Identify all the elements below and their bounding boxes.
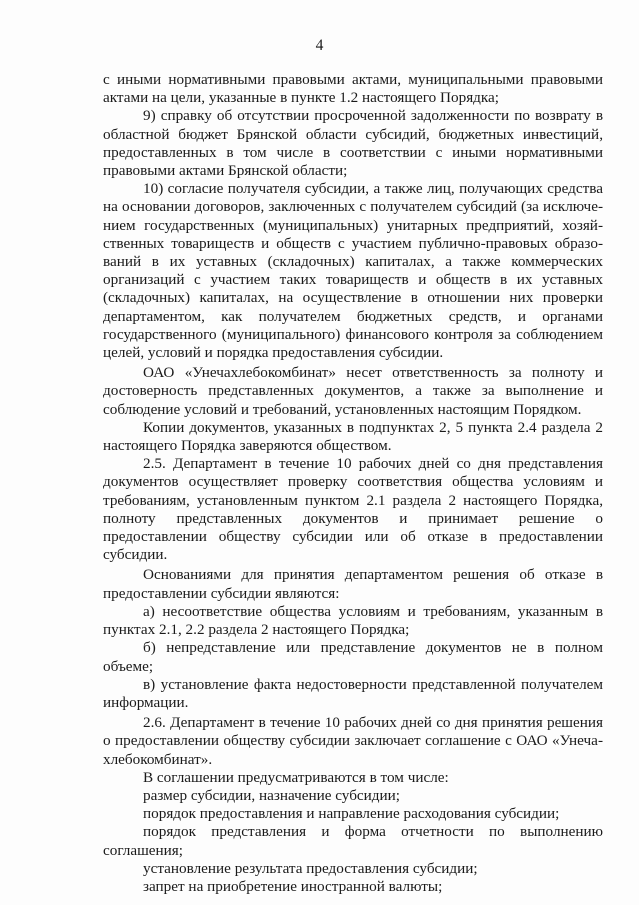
- paragraph: б) непредставление или представление документов не в полном объеме;: [103, 639, 603, 675]
- paragraph: 2.5. Департамент в течение 10 рабочих дней со дня представления документов осуществляет проверку соответствия общества условиям и требованиям, установленным пунктом 2.1 раздела 2 настоящего Порядка, полноту представленных документов и принимает решение о предоставлении обществу субсидии или об отказе в предоставлении субсидии.: [103, 455, 603, 564]
- paragraph: В соглашении предусматриваются в том числе:: [143, 768, 449, 786]
- document-body: [103, 71, 603, 896]
- paragraph: в) установление факта недостоверности представленной получателем информации.: [103, 675, 603, 711]
- paragraph: 2.6. Департамент в течение 10 рабочих дней со дня принятия решения о предоставлении обществу субсидии заключает соглашение с ОАО «Унечахлебокомбинат».: [103, 714, 603, 768]
- paragraph: Копии документов, указанных в подпунктах 2, 5 пункта 2.4 раздела 2 настоящего Порядка заверяются обществом.: [103, 418, 603, 455]
- paragraph: Основаниями для принятия департаментом решения об отказе в предоставлении субсидии являются:: [103, 566, 603, 602]
- paragraph: 10) согласие получателя субсидии, а также лиц, получающих средства на основании договоров, заключенных с получателем субсидий (за исключением государственных (муниципальных) унитарных предприятий, хозяйственных товариществ и обществ с участием публично-правовых образований в их уставных (складочных) капиталах, а также коммерческих организаций с участием таких товариществ и обществ в их уставных (складочных) капиталах, на осуществление в отношении них проверки департаментом, как получателем бюджетных средств, и органами государственного (муниципального) финансового контроля за соблюдением целей, условий и порядка предоставления субсидии.: [103, 180, 603, 362]
- paragraph: ОАО «Унечахлебокомбинат» несет ответственность за полноту и достоверность представленных документов, а также за выполнение и соблюдение условий и требований, установленных настоящим Порядком.: [103, 364, 603, 418]
- paragraph: 9) справку об отсутствии просроченной задолженности по возврату в областной бюджет Брянской области субсидий, бюджетных инвестиций, предоставленных в том числе в соответствии с иными нормативными правовыми актами Брянской области;: [103, 107, 603, 180]
- paragraph: порядок представления и форма отчетности по выполнению соглашения;: [103, 823, 603, 859]
- paragraph: с иными нормативными правовыми актами, муниципальными правовыми актами на цели, указанные в пункте 1.2 настоящего Порядка;: [103, 71, 603, 107]
- paragraph: а) несоответствие общества условиям и требованиям, указанным в пунктах 2.1, 2.2 раздела 2 настоящего Порядка;: [103, 602, 603, 639]
- paragraph: размер субсидии, назначение субсидии;: [143, 786, 400, 804]
- paragraph: установление результата предоставления субсидии;: [143, 859, 478, 877]
- paragraph: запрет на приобретение иностранной валюты;: [143, 877, 443, 895]
- page-number: 4: [315, 37, 324, 54]
- paragraph: порядок предоставления и направление расходования субсидии;: [143, 805, 560, 823]
